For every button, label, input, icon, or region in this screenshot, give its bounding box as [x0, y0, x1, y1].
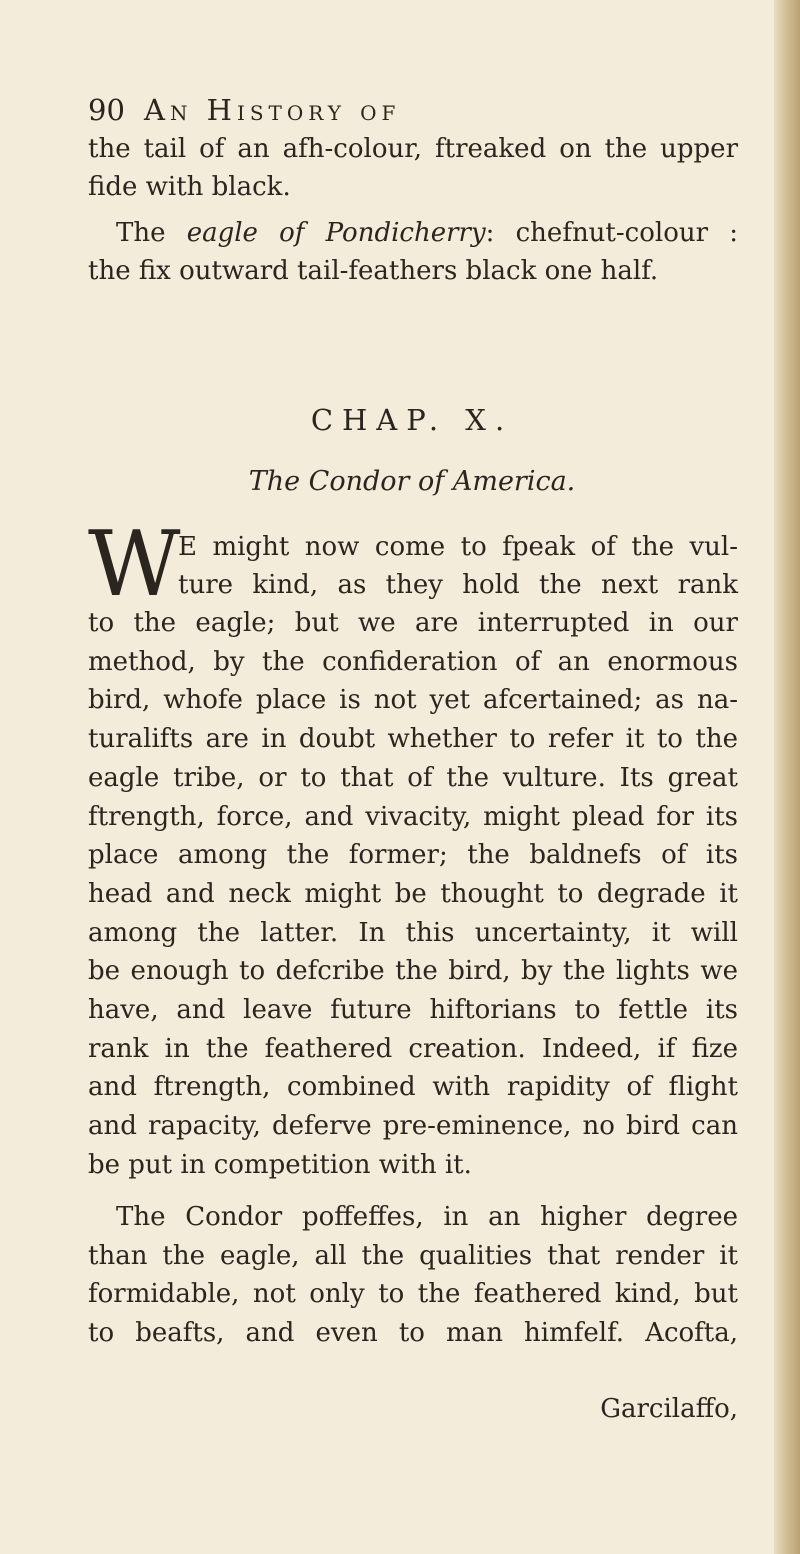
chapter-subtitle: The Condor of America.: [248, 466, 576, 497]
text-line: eagle tribe, or to that of the vulture. Its great: [88, 762, 738, 793]
catchword: Garcilaffo,: [600, 1394, 738, 1424]
text-line: and ftrength, combined with rapidity of flight: [88, 1072, 738, 1103]
text-line: The Condor poffeffes, in an higher degree: [116, 1202, 738, 1232]
text-line: the fix outward tail-feathers black one half.: [88, 256, 659, 286]
text-line: the tail of an afh-colour, ftreaked on the upper: [88, 134, 738, 164]
text-line: among the latter. In this uncertainty, it will: [88, 917, 738, 948]
text-line: rank in the feathered creation. Indeed, if fize: [88, 1033, 738, 1064]
text-line: to beafts, and even to man himfelf. Acofta,: [88, 1318, 738, 1349]
text-line: fide with black.: [88, 172, 291, 202]
pondicherry-line: [88, 214, 738, 252]
pondicherry-pre: The: [116, 218, 187, 248]
text-line: than the eagle, all the qualities that render it: [88, 1240, 738, 1271]
text-line: ture kind, as they hold the next rank: [178, 570, 738, 600]
text-line: be put in competition with it.: [88, 1150, 472, 1180]
text-line: ftrength, force, and vivacity, might plead for its: [88, 801, 738, 832]
text-line: formidable, not only to the feathered kind, but: [88, 1279, 738, 1310]
pondicherry-post: : chefnut-colour :: [485, 218, 738, 248]
text-line: E might now come to fpeak of the vul-: [178, 532, 738, 562]
drop-cap: W: [88, 512, 181, 617]
text-line: and rapacity, deferve pre-eminence, no bird can: [88, 1111, 738, 1142]
text-line: have, and leave future hiftorians to fettle its: [88, 995, 738, 1025]
text-line: be enough to defcribe the bird, by the lights we: [88, 956, 738, 987]
page-edge: [774, 0, 800, 1554]
pondicherry-italic: eagle of Pondicherry: [186, 218, 486, 248]
text-line: to the eagle; but we are interrupted in our: [88, 608, 738, 638]
text-line: bird, whofe place is not yet afcertained; as na-: [88, 685, 738, 716]
page-number: 90: [88, 93, 125, 127]
text-line: head and neck might be thought to degrade it: [88, 878, 738, 909]
text-line: method, by the confideration of an enormous: [88, 646, 738, 677]
chapter-heading: CHAP. X.: [310, 403, 514, 437]
running-title: An History of: [144, 93, 401, 127]
running-header: [88, 90, 668, 130]
text-line: turalifts are in doubt whether to refer it to the: [88, 724, 738, 755]
text-line: place among the former; the baldnefs of its: [88, 840, 738, 871]
